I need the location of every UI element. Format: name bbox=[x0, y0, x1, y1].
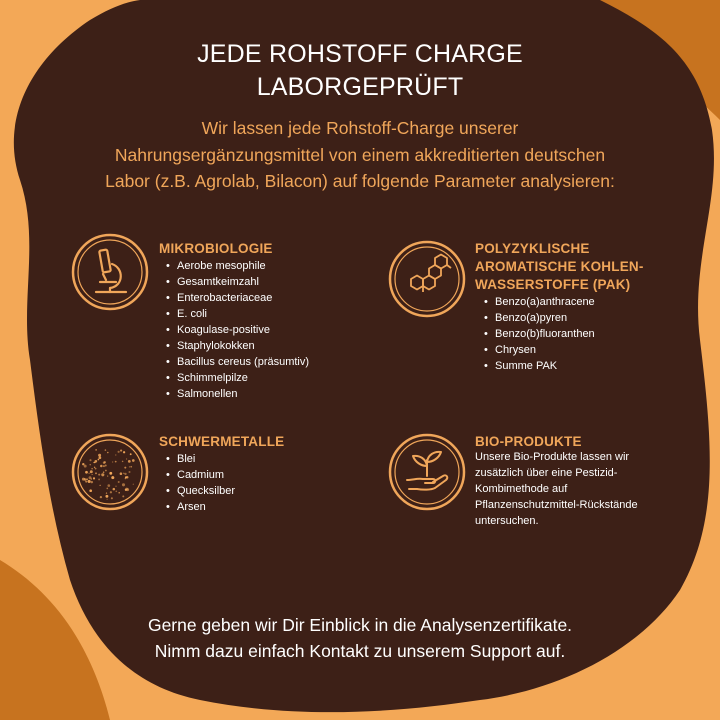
section-heading-bio: BIO-PRODUKTE bbox=[475, 434, 582, 449]
list-item: • Cadmium bbox=[163, 467, 353, 483]
particle-dot bbox=[98, 474, 100, 476]
particle-dot bbox=[88, 480, 91, 483]
particle-dot bbox=[115, 454, 116, 455]
particle-dot bbox=[107, 499, 108, 500]
particle-dot bbox=[93, 477, 95, 479]
particle-dot bbox=[107, 484, 110, 487]
particle-dot bbox=[106, 492, 107, 493]
particle-dot bbox=[130, 466, 132, 468]
list-item: • Quecksilber bbox=[163, 483, 353, 499]
intro-line-3: Labor (z.B. Agrolab, Bilacon) auf folgende Parameter analysieren: bbox=[105, 171, 615, 191]
particle-dot bbox=[118, 451, 120, 453]
particles-group bbox=[82, 449, 135, 500]
section-heading-pak-3: WASSERSTOFFE (PAK) bbox=[475, 277, 631, 292]
particle-dot bbox=[129, 471, 131, 473]
particle-dot bbox=[118, 481, 120, 483]
particle-dot bbox=[123, 473, 124, 474]
particle-dot bbox=[103, 465, 104, 466]
particle-dot bbox=[125, 489, 127, 491]
list-item: • Aerobe mesophile bbox=[163, 258, 353, 274]
particle-dot bbox=[91, 468, 92, 469]
list-item: • Benzo(a)pyren bbox=[481, 310, 681, 326]
particle-dot bbox=[105, 470, 107, 472]
list-item: • Bacillus cereus (präsumtiv) bbox=[163, 354, 353, 370]
particle-dot bbox=[103, 471, 105, 473]
particle-dot bbox=[103, 462, 105, 464]
particle-dot bbox=[95, 468, 97, 470]
particle-dot bbox=[88, 473, 89, 474]
section-heading-mikrobiologie: MIKROBIOLOGIE bbox=[159, 241, 273, 256]
section-heading-pak-1: POLYZYKLISCHE bbox=[475, 241, 590, 256]
title-line-2: LABORGEPRÜFT bbox=[256, 73, 464, 101]
particle-dot bbox=[84, 479, 86, 481]
bio-text-line: untersuchen. bbox=[475, 515, 539, 527]
list-item-continuation bbox=[163, 274, 353, 290]
particle-dot bbox=[95, 449, 97, 451]
particle-dot bbox=[106, 488, 108, 490]
particle-dot bbox=[122, 483, 125, 486]
microscope-icon bbox=[70, 232, 150, 312]
particle-dot bbox=[99, 456, 102, 459]
particle-dot bbox=[92, 474, 93, 475]
particle-dot bbox=[124, 473, 126, 475]
particle-dot bbox=[126, 458, 127, 459]
list-item: • Salmonellen bbox=[163, 386, 353, 402]
particle-dot bbox=[105, 449, 107, 451]
footer-line-1: Gerne geben wir Dir Einblick in die Analysenzertifikate. bbox=[147, 615, 573, 635]
particle-dot bbox=[94, 467, 95, 468]
list-item: • Arsen bbox=[163, 499, 353, 515]
particle-dot bbox=[84, 465, 87, 468]
metal-particles-icon bbox=[70, 432, 150, 512]
particle-dot bbox=[110, 491, 112, 493]
list-item: • Blei bbox=[163, 451, 353, 467]
particle-dot bbox=[107, 476, 108, 477]
bio-text-line: zusätzlich über eine Pestizid- bbox=[475, 467, 618, 479]
list-item: • Benzo(a)anthracene bbox=[481, 294, 681, 310]
section-heading-schwermetalle: SCHWERMETALLE bbox=[159, 434, 285, 449]
particle-dot bbox=[112, 476, 113, 477]
particle-dot bbox=[125, 476, 127, 478]
list-item: • Koagulase-positive bbox=[163, 322, 353, 338]
particle-dot bbox=[98, 459, 100, 461]
particle-dot bbox=[100, 496, 102, 498]
particle-dot bbox=[113, 488, 116, 491]
particle-dot bbox=[124, 467, 126, 469]
particle-dot bbox=[98, 478, 100, 480]
title-line-1: JEDE ROHSTOFF CHARGE bbox=[197, 40, 523, 68]
particle-dot bbox=[86, 478, 88, 480]
intro-line-1: Wir lassen jede Rohstoff-Charge unserer bbox=[201, 118, 519, 138]
mikrobiologie-list bbox=[163, 258, 353, 402]
particle-dot bbox=[90, 464, 91, 465]
pak-list bbox=[481, 294, 681, 374]
particle-dot bbox=[82, 463, 84, 465]
footer-line-2: Nimm dazu einfach Kontakt zu unserem Support auf. bbox=[154, 641, 566, 661]
schwermetalle-list bbox=[163, 451, 353, 515]
bio-text-line: Unsere Bio-Produkte lassen wir bbox=[475, 451, 630, 463]
particle-dot bbox=[120, 472, 123, 475]
section-heading-pak-2: AROMATISCHE KOHLEN- bbox=[475, 259, 644, 274]
particle-dot bbox=[129, 466, 130, 467]
particle-dot bbox=[120, 450, 122, 452]
particle-dot bbox=[130, 453, 132, 455]
particle-dot bbox=[100, 485, 101, 486]
particle-dot bbox=[91, 481, 93, 483]
list-item: • Benzo(b)fluoranthen bbox=[481, 326, 681, 342]
particle-dot bbox=[112, 461, 113, 462]
particle-dot bbox=[96, 460, 97, 461]
list-item-text: Staphylokokken bbox=[177, 340, 255, 352]
particle-dot bbox=[89, 459, 91, 461]
list-item: • Summe PAK bbox=[481, 358, 681, 374]
particle-dot bbox=[122, 461, 124, 463]
particle-dot bbox=[122, 495, 124, 497]
list-item: • E. coli bbox=[163, 306, 353, 322]
list-item: • Enterobacteriaceae bbox=[163, 290, 353, 306]
bio-description bbox=[475, 449, 665, 529]
particle-dot bbox=[115, 461, 117, 463]
particle-dot bbox=[93, 462, 94, 463]
bio-text-line: Pflanzenschutzmittel-Rückstände bbox=[475, 499, 638, 511]
list-item: • Chrysen bbox=[481, 342, 681, 358]
particle-dot bbox=[133, 484, 134, 485]
particle-dot bbox=[118, 492, 120, 494]
particle-dot bbox=[111, 497, 113, 499]
particle-dot bbox=[109, 472, 112, 475]
particle-dot bbox=[95, 472, 97, 474]
bio-text-line: Kombimethode auf bbox=[475, 483, 568, 495]
list-item-text: Gesamtkeimzahl bbox=[177, 276, 259, 288]
particle-dot bbox=[90, 470, 93, 473]
intro-line-2: Nahrungsergänzungsmittel von einem akkreditierten deutschen bbox=[114, 145, 606, 165]
list-item: • Schimmelpilze bbox=[163, 370, 353, 386]
particle-dot bbox=[123, 451, 125, 453]
plant-hand-icon bbox=[387, 432, 467, 512]
particle-dot bbox=[101, 473, 104, 476]
particle-dot bbox=[98, 454, 101, 457]
particle-dot bbox=[115, 486, 116, 487]
particle-dot bbox=[89, 476, 92, 479]
particle-dot bbox=[100, 465, 103, 468]
particle-dot bbox=[107, 452, 109, 454]
particle-dot bbox=[132, 459, 135, 462]
particle-dot bbox=[89, 489, 92, 492]
list-item-continuation bbox=[163, 338, 353, 354]
particle-dot bbox=[115, 490, 117, 492]
particle-dot bbox=[85, 471, 88, 474]
particle-dot bbox=[105, 495, 108, 498]
particle-dot bbox=[128, 460, 131, 463]
molecule-icon bbox=[387, 239, 467, 319]
